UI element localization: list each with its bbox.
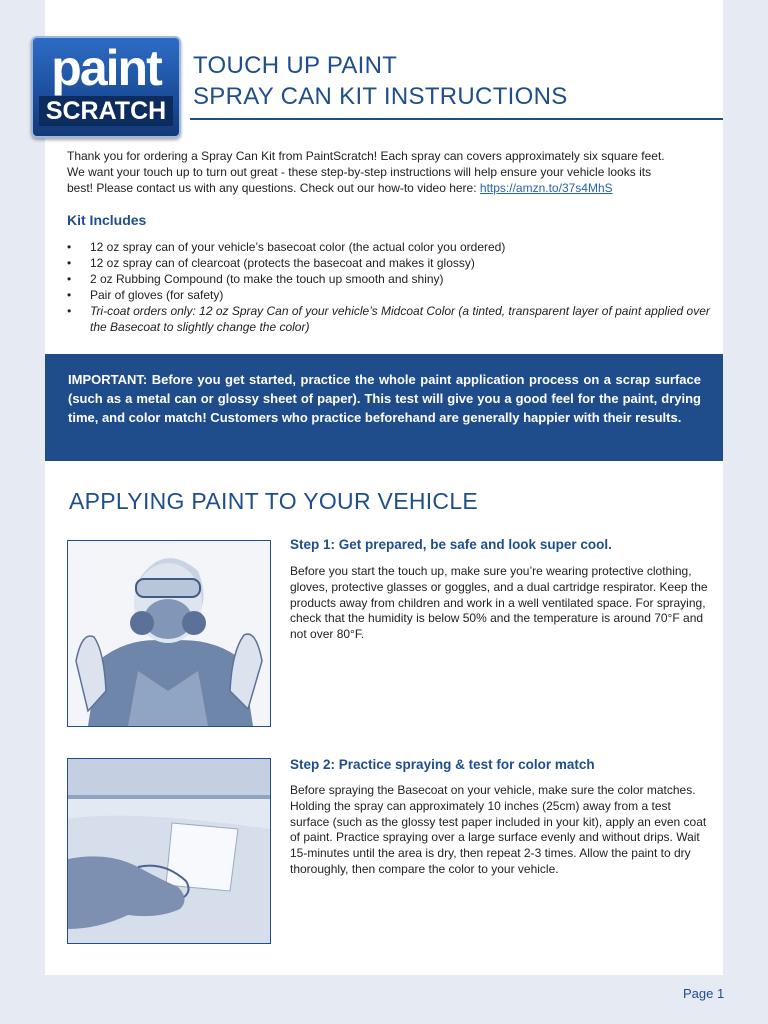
intro-line-3: [67, 180, 707, 196]
important-text: IMPORTANT: Before you get started, practice the whole paint application process on a scrap surface (such as a metal can or glossy sheet of paper). This test will give you a good feel for the paint, drying time, and color match! Customers who practice beforehand are generally happier with their results.: [68, 372, 701, 425]
kit-item: • 12 oz spray can of your vehicle’s basecoat color (the actual color you ordered): [67, 239, 712, 255]
paintscratch-logo: [31, 36, 181, 138]
title-line-1: TOUCH UP PAINT: [193, 52, 398, 79]
step-2-body: Before spraying the Basecoat on your vehicle, make sure the color matches. Holding the spray can approximately 10 inches (25cm) away from a test surface (such as the glossy test paper included in your kit), apply an even coat of paint. Practice spraying over a large surface evenly and without drips. Wait 15-minutes until the area is dry, then repeat 2-3 times. Allow the paint to dry thoroughly, then compare the color to your vehicle.: [290, 783, 707, 876]
page-number: Page 1: [683, 986, 725, 1001]
logo-word-scratch: SCRATCH: [39, 96, 173, 126]
important-banner: [45, 354, 723, 461]
kit-item: • Pair of gloves (for safety): [67, 287, 712, 303]
safety-gear-photo: [67, 540, 271, 727]
title-divider: [190, 118, 723, 120]
intro-line-2: We want your touch up to turn out great - these step-by-step instructions will help ensure your vehicle looks its: [67, 165, 652, 179]
section-heading: APPLYING PAINT TO YOUR VEHICLE: [69, 488, 479, 514]
intro-line-3-text: best! Please contact us with any questions. Check out our how-to video here:: [67, 181, 480, 195]
video-link[interactable]: https://amzn.to/37s4MhS: [479, 181, 613, 195]
intro-paragraph: [67, 148, 707, 196]
kit-includes-heading: Kit Includes: [67, 212, 147, 228]
step-1-body: Before you start the touch up, make sure you’re wearing protective clothing, gloves, protective glasses or goggles, and a dual cartridge respirator. Keep the products away from children and work in a well ventilated space. For spraying, check that the humidity is below 50% and the temperature is around 70°F and not over 80°F.: [290, 564, 708, 642]
kit-item: • 12 oz spray can of clearcoat (protects the basecoat and makes it glossy): [67, 255, 712, 271]
step-1-title: Step 1: Get prepared, be safe and look super cool.: [290, 537, 612, 552]
kit-item: • 2 oz Rubbing Compound (to make the touch up smooth and shiny): [67, 271, 712, 287]
kit-item-tricoat: • Tri-coat orders only: 12 oz Spray Can of your vehicle’s Midcoat Color (a tinted, transparent layer of paint applied over the Basecoat to slightly change the color): [67, 303, 712, 335]
logo-word-paint: paint: [51, 40, 161, 96]
intro-line-1: Thank you for ordering a Spray Can Kit from PaintScratch! Each spray can covers approximately six square feet.: [67, 149, 665, 163]
test-spray-photo: [67, 758, 271, 944]
step-2-title: Step 2: Practice spraying & test for color match: [290, 757, 595, 772]
title-line-2: SPRAY CAN KIT INSTRUCTIONS: [193, 83, 568, 110]
kit-items-list: [67, 239, 712, 335]
document-title: [193, 50, 723, 112]
